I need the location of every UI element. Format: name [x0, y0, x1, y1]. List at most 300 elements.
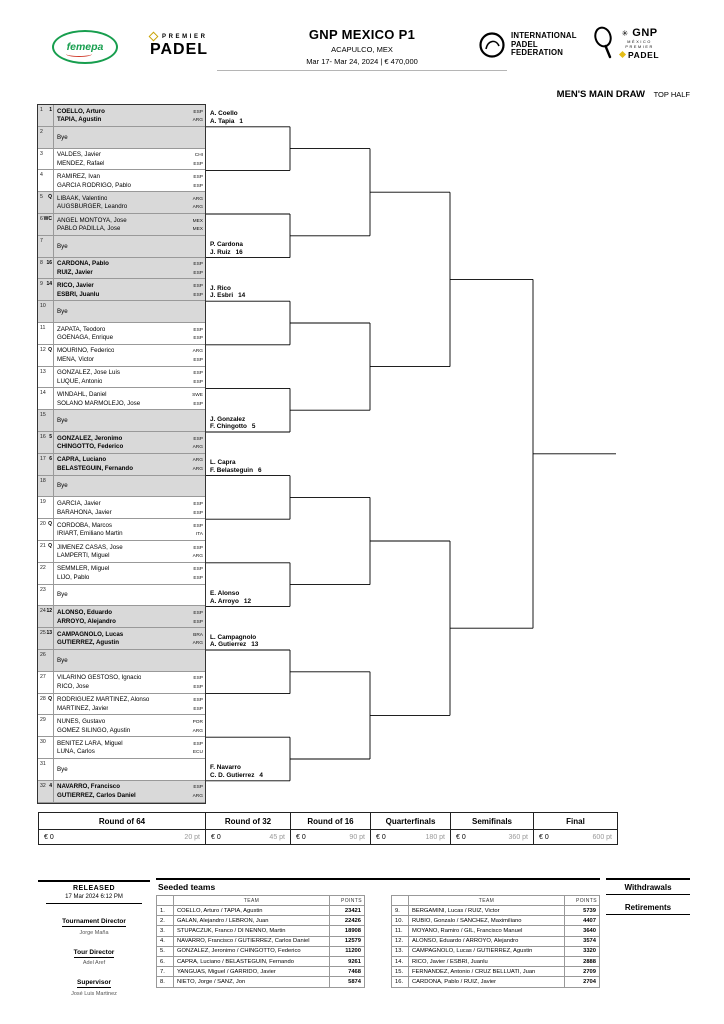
seed-points: 3574: [565, 936, 600, 946]
seed-rank: 16.: [392, 977, 409, 987]
seeded-team-row: [392, 967, 600, 977]
slot-position: 21: [40, 543, 46, 549]
slot-number-cell: [38, 279, 54, 300]
seed-rank: 11.: [392, 926, 409, 936]
role-name: Jorge Maña: [79, 929, 109, 936]
player1-country: ESP: [193, 611, 203, 617]
premier-wordmark: [150, 33, 208, 40]
seeded-teams-title: Seeded teams: [158, 882, 216, 892]
padel-racket-icon: [592, 26, 616, 60]
player2-country: ESP: [193, 684, 203, 690]
seeded-table-1-8: [156, 895, 365, 988]
tour-director-role: [38, 941, 150, 967]
slot-number-cell: [38, 345, 54, 366]
bye-label: Bye: [57, 765, 68, 773]
winner-player2: A. Tapia: [210, 118, 235, 126]
player2-name: ARROYO, Alejandro: [57, 617, 116, 625]
slot-number-cell: [38, 672, 54, 693]
bye-label: Bye: [57, 242, 68, 250]
player1-name: VILARIÑO GESTOSO, Ignacio: [57, 674, 142, 682]
seeded-team-row: [392, 906, 600, 916]
seeded-team-row: [392, 956, 600, 966]
slot-number-cell: [38, 541, 54, 562]
draw-title-half: TOP HALF: [653, 90, 690, 99]
slot-position: 13: [40, 368, 46, 375]
femepa-logo: [52, 30, 118, 64]
player1-name: MOURIÑO, Federico: [57, 347, 115, 355]
slot-position: 9: [40, 281, 43, 288]
team-slot-26: [38, 650, 205, 672]
player1-name: COELLO, Arturo: [57, 107, 105, 115]
gnp-mexico-text: MÉXICO: [627, 39, 652, 44]
team-names-cell: [54, 192, 205, 213]
player2-name: MARTINEZ, Javier: [57, 704, 109, 712]
player1-country: ESP: [193, 676, 203, 682]
player1-name: NUNES, Gustavo: [57, 718, 106, 726]
supervisor-role: [38, 971, 150, 997]
player1-country: ESP: [193, 262, 203, 268]
round-prize-cell: [451, 830, 534, 844]
seed-team: CARDONA, Pablo / RUIZ, Javier: [409, 977, 565, 987]
padel-wordmark: PADEL: [150, 41, 209, 58]
seeded-team-row: [157, 977, 365, 987]
seed-or-entry-tag: 5: [49, 434, 52, 440]
team-slot-19: [38, 497, 205, 519]
seed-points: 11200: [330, 946, 365, 956]
slot-position: 17: [40, 455, 46, 462]
seed-points: 12579: [330, 936, 365, 946]
player2-name: AUGSBURGER, Leandro: [57, 203, 128, 211]
premier-text: PREMIER: [162, 33, 208, 40]
fip-wordmark: [511, 32, 577, 58]
player1-name: RODRIGUEZ MARTINEZ, Alonso: [57, 696, 150, 704]
seeded-team-row: [157, 967, 365, 977]
bye-cell: [54, 650, 205, 671]
player1-country: ESP: [193, 741, 203, 747]
round-prize-cell: [206, 830, 291, 844]
seeded-team-row: [157, 936, 365, 946]
team-names-cell: [54, 454, 205, 475]
team-slot-10: [38, 301, 205, 323]
seed-or-entry-tag: 16: [46, 259, 52, 266]
team-names-cell: [54, 519, 205, 540]
slot-number-cell: [38, 367, 54, 388]
team-slot-18: [38, 476, 205, 498]
team-slot-28: [38, 694, 205, 716]
team-slot-8: [38, 258, 205, 280]
padel-diamond-icon: [619, 51, 626, 58]
round-prize: € 0: [539, 833, 549, 841]
rounds-values-row: [39, 830, 617, 844]
seed-rank: 14.: [392, 956, 409, 966]
slot-number-cell: [38, 628, 54, 649]
winner-player2-row: [210, 772, 288, 780]
slot-position: 15: [40, 412, 46, 419]
seed-rank: 12.: [392, 936, 409, 946]
player2-country: ESP: [193, 401, 203, 407]
seeded-team-row: [392, 977, 600, 987]
fip-circle-icon: [478, 31, 506, 59]
fip-logo: [478, 31, 577, 59]
seeded-team-row: [157, 916, 365, 926]
winner-seed: 1: [239, 118, 243, 126]
slot-number-cell: [38, 432, 54, 453]
team-names-cell: [54, 432, 205, 453]
seeded-col-points: POINTS: [330, 896, 365, 906]
slot-position: 6: [40, 216, 43, 222]
player2-country: ESP: [193, 161, 203, 167]
gnp-name-row: [620, 27, 659, 39]
team-names-cell: [54, 345, 205, 366]
slot-number-cell: [38, 585, 54, 606]
seeded-header-row: [392, 896, 600, 906]
player1-country: ARG: [192, 196, 203, 202]
player1-name: ZAPATA, Teodoro: [57, 325, 106, 333]
premier-padel-logo: [150, 33, 208, 59]
seed-rank: 3.: [157, 926, 174, 936]
fip-line2: PADEL: [511, 39, 538, 49]
seed-points: 2888: [565, 956, 600, 966]
slot-position: 8: [40, 259, 43, 266]
slot-number-cell: [38, 258, 54, 279]
player1-name: RICO, Javier: [57, 282, 94, 290]
retirements-header: Retirements: [606, 903, 690, 915]
player2-country: ECU: [192, 750, 203, 756]
team-names-cell: [54, 541, 205, 562]
winner-player1: E. Alonso: [210, 589, 240, 597]
slot-number-cell: [38, 236, 54, 257]
seed-team: GALAN, Alejandro / LEBRON, Juan: [174, 916, 330, 926]
winner-player2-row: [210, 598, 288, 606]
slot-position: 4: [40, 172, 43, 179]
winner-player1: J. Gonzalez: [210, 415, 246, 423]
seed-or-entry-tag: 6: [49, 455, 52, 462]
seed-points: 18908: [330, 926, 365, 936]
seed-team: RUBIO, Gonzalo / SANCHEZ, Maximiliano: [409, 916, 565, 926]
femepa-text: femepa: [66, 41, 104, 53]
seed-team: CAMPAGNOLO, Lucas / GUTIERREZ, Agustin: [409, 946, 565, 956]
team-slot-25: [38, 628, 205, 650]
released-label: RELEASED: [72, 885, 116, 892]
team-names-cell: [54, 781, 205, 802]
winner-seed: 12: [243, 597, 251, 605]
bye-label: Bye: [57, 133, 68, 141]
round-name: Quarterfinals: [371, 813, 451, 830]
round-name: Final: [534, 813, 617, 830]
team-names-cell: [54, 694, 205, 715]
player1-country: ESP: [193, 523, 203, 529]
seeded-col-points: POINTS: [565, 896, 600, 906]
slot-number-cell: [38, 476, 54, 497]
seed-rank: 13.: [392, 946, 409, 956]
winner-player1: J. Rico: [210, 284, 231, 292]
bye-cell: [54, 759, 205, 780]
team-slot-32: [38, 781, 205, 803]
team-names-cell: [54, 258, 205, 279]
slot-position: 32: [40, 782, 46, 789]
slot-position: 26: [40, 652, 46, 658]
slot-position: 5: [40, 194, 43, 201]
player1-country: CHI: [194, 153, 203, 159]
fip-line1: INTERNATIONAL: [511, 31, 577, 41]
slot-position: 20: [40, 521, 46, 528]
winner-player2-row: [210, 467, 288, 475]
tournament-dates: Mar 17- Mar 24, 2024 | € 470,000: [306, 57, 418, 66]
slot-number-cell: [38, 170, 54, 191]
team-slot-2: [38, 127, 205, 149]
slot-number-cell: [38, 759, 54, 780]
player1-name: LIBAAK, Valentino: [57, 194, 108, 202]
player2-name: LIJO, Pablo: [57, 573, 90, 581]
seed-team: CAPRA, Luciano / BELASTEGUIN, Fernando: [174, 956, 330, 966]
rounds-header-row: [39, 813, 617, 830]
seed-or-entry-tag: Q: [48, 346, 52, 353]
slot-number-cell: [38, 301, 54, 322]
seed-points: 5874: [330, 977, 365, 987]
seeded-teams-tables: [156, 895, 600, 988]
player2-country: ESP: [193, 379, 203, 385]
seeded-team-row: [157, 956, 365, 966]
seeded-header-row: [157, 896, 365, 906]
seed-points: 7468: [330, 967, 365, 977]
team-names-cell: [54, 497, 205, 518]
slot-number-cell: [38, 323, 54, 344]
player2-name: ESBRI, Juanlu: [57, 290, 100, 298]
player2-country: ESP: [193, 183, 203, 189]
slot-position: 1: [40, 107, 43, 113]
seed-rank: 8.: [157, 977, 174, 987]
slot-position: 28: [40, 695, 46, 702]
seed-points: 4407: [565, 916, 600, 926]
seed-points: 5739: [565, 906, 600, 916]
player1-name: BENITEZ LARA, Miguel: [57, 739, 123, 747]
bye-label: Bye: [57, 482, 68, 490]
player1-country: ESP: [193, 284, 203, 290]
team-slot-24: [38, 606, 205, 628]
team-slots-table: [38, 105, 205, 803]
player2-name: IRIART, Emiliano Martin: [57, 530, 123, 538]
slot-number-cell: [38, 563, 54, 584]
bracket: [38, 105, 620, 805]
player2-country: ARG: [192, 793, 203, 799]
seed-rank: 1.: [157, 906, 174, 916]
team-names-cell: [54, 606, 205, 627]
player1-country: ESP: [193, 175, 203, 181]
seeded-col-team: TEAM: [174, 896, 330, 906]
player2-name: BELASTEGUIN, Fernando: [57, 464, 133, 472]
seed-team: NAVARRO, Francisco / GUTIERREZ, Carlos Daniel: [174, 936, 330, 946]
bye-cell: [54, 127, 205, 148]
gnp-padel-row: [620, 50, 659, 60]
team-slot-11: [38, 323, 205, 345]
team-slot-31: [38, 759, 205, 781]
player2-country: ARG: [192, 445, 203, 451]
bye-label: Bye: [57, 417, 68, 425]
winner-player1: P. Cardona: [210, 241, 243, 249]
player1-country: ESP: [193, 567, 203, 573]
seed-or-entry-tag: WC: [43, 216, 52, 222]
player1-name: CORDOBA, Marcos: [57, 521, 113, 529]
starburst-icon: ✳: [621, 28, 629, 38]
slot-position: 10: [40, 303, 46, 310]
player2-name: GOENAGA, Enrique: [57, 334, 114, 342]
seed-rank: 15.: [392, 967, 409, 977]
slot-position: 27: [40, 673, 46, 680]
seed-points: 3320: [565, 946, 600, 956]
player2-name: GOMEZ SILINGO, Agustin: [57, 726, 131, 734]
player2-country: MEX: [192, 227, 203, 233]
winner-player1: L. Capra: [210, 459, 236, 467]
draw-title-main: MEN'S MAIN DRAW: [556, 89, 645, 100]
player2-country: ESP: [193, 357, 203, 363]
role-label: Tournament Director: [62, 918, 126, 925]
seed-team: NIETO, Jorge / SANZ, Jon: [174, 977, 330, 987]
seed-rank: 10.: [392, 916, 409, 926]
team-slot-22: [38, 563, 205, 585]
winner-player2: A. Arroyo: [210, 597, 239, 605]
seed-or-entry-tag: 1: [49, 107, 52, 113]
bye-cell: [54, 236, 205, 257]
seed-points: 3640: [565, 926, 600, 936]
player2-country: ARG: [192, 728, 203, 734]
slot-number-cell: [38, 694, 54, 715]
seed-team: FERNANDEZ, Antonio / CRUZ BELLUATI, Juan: [409, 967, 565, 977]
team-slot-3: [38, 149, 205, 171]
bye-cell: [54, 301, 205, 322]
bye-label: Bye: [57, 591, 68, 599]
seed-points: 9261: [330, 956, 365, 966]
bye-label: Bye: [57, 656, 68, 664]
team-names-cell: [54, 279, 205, 300]
r32-winner-label: [210, 459, 288, 475]
slot-number-cell: [38, 388, 54, 409]
seed-rank: 7.: [157, 967, 174, 977]
seed-rank: 2.: [157, 916, 174, 926]
r32-winner-label: [210, 590, 288, 606]
winner-player2-row: [210, 423, 288, 431]
slot-position: 25: [40, 630, 46, 637]
round-prize-cell: [371, 830, 451, 844]
player1-name: CARDONA, Pablo: [57, 260, 109, 268]
gnp-padel-text: PADEL: [628, 49, 660, 60]
slot-number-cell: [38, 781, 54, 802]
round-points: 90 pt: [349, 833, 365, 841]
role-label: Supervisor: [77, 979, 111, 986]
slot-number-cell: [38, 454, 54, 475]
seed-or-entry-tag: 12: [46, 608, 52, 615]
winner-player1: A. Coello: [210, 110, 238, 118]
team-slot-29: [38, 715, 205, 737]
player2-country: ARG: [192, 641, 203, 647]
seed-team: GONZALEZ, Jeronimo / CHINGOTTO, Federico: [174, 946, 330, 956]
player2-country: ESP: [193, 510, 203, 516]
gnp-wordmark: [620, 27, 659, 60]
player2-country: ESP: [193, 336, 203, 342]
withdrawals-retirements-block: [606, 878, 690, 923]
winner-seed: 14: [238, 292, 246, 300]
seeded-team-row: [392, 946, 600, 956]
team-names-cell: [54, 367, 205, 388]
seed-team: MOYANO, Ramiro / GIL, Francisco Manuel: [409, 926, 565, 936]
winner-player1: L. Campagnolo: [210, 633, 257, 641]
seed-team: COELLO, Arturo / TAPIA, Agustin: [174, 906, 330, 916]
player1-country: ESP: [193, 327, 203, 333]
seeded-team-row: [157, 906, 365, 916]
tournament-location: ACAPULCO, MEX: [331, 45, 393, 54]
team-slot-21: [38, 541, 205, 563]
seed-rank: 9.: [392, 906, 409, 916]
seed-or-entry-tag: Q: [48, 543, 52, 549]
seeded-team-row: [392, 926, 600, 936]
player2-name: CHINGOTTO, Federico: [57, 443, 124, 451]
bye-cell: [54, 585, 205, 606]
role-name: Adel Aref: [82, 960, 106, 966]
team-names-cell: [54, 628, 205, 649]
r32-winner-label: [210, 416, 288, 432]
player2-country: ESP: [193, 619, 203, 625]
winner-player2-row: [210, 118, 288, 126]
slot-position: 29: [40, 717, 46, 724]
team-slot-6: [38, 214, 205, 236]
seed-points: 22426: [330, 916, 365, 926]
gnp-premier-padel-logo: [592, 26, 659, 60]
player1-name: ANGEL MONTOYA, Jose: [57, 216, 127, 224]
slot-number-cell: [38, 650, 54, 671]
seeded-team-row: [392, 936, 600, 946]
winner-player2-row: [210, 292, 288, 300]
player2-name: SOLANO MARMOLEJO, Jose: [57, 399, 141, 407]
seed-or-entry-tag: Q: [48, 194, 52, 201]
slot-position: 14: [40, 390, 46, 397]
player2-name: GUTIERREZ, Carlos Daniel: [57, 791, 136, 799]
winner-seed: 5: [251, 423, 256, 431]
seeded-col-num: [157, 896, 174, 906]
team-names-cell: [54, 170, 205, 191]
round-name: Round of 32: [206, 813, 291, 830]
player1-country: ESP: [193, 545, 203, 551]
seed-or-entry-tag: 14: [46, 281, 52, 288]
team-names-cell: [54, 214, 205, 235]
gnp-premier-text: PREMIER: [625, 44, 654, 49]
tournament-title: GNP MEXICO P1: [308, 27, 416, 42]
player1-country: ESP: [193, 371, 203, 377]
r32-winner-label: [210, 110, 288, 126]
team-slot-5: [38, 192, 205, 214]
player1-country: ESP: [193, 502, 203, 508]
team-slot-14: [38, 388, 205, 410]
player2-country: ESP: [193, 292, 203, 298]
seed-or-entry-tag: 4: [49, 782, 52, 789]
team-names-cell: [54, 672, 205, 693]
gnp-text: GNP: [632, 26, 658, 39]
team-slot-16: [38, 432, 205, 454]
round-points: 20 pt: [184, 833, 200, 841]
seeded-table-9-16: [391, 895, 600, 988]
slot-position: 19: [40, 499, 46, 506]
r32-winner-label: [210, 764, 288, 780]
winner-seed: 16: [235, 248, 243, 256]
team-slot-9: [38, 279, 205, 301]
round-prize-cell: [39, 830, 206, 844]
slot-number-cell: [38, 127, 54, 148]
slot-position: 16: [40, 434, 46, 440]
team-slot-30: [38, 737, 205, 759]
player2-name: RUIZ, Javier: [57, 268, 93, 276]
team-names-cell: [54, 149, 205, 170]
r32-winner-label: [210, 285, 288, 301]
player2-name: LAMPERTI, Miguel: [57, 552, 110, 560]
seed-or-entry-tag: Q: [48, 521, 52, 528]
